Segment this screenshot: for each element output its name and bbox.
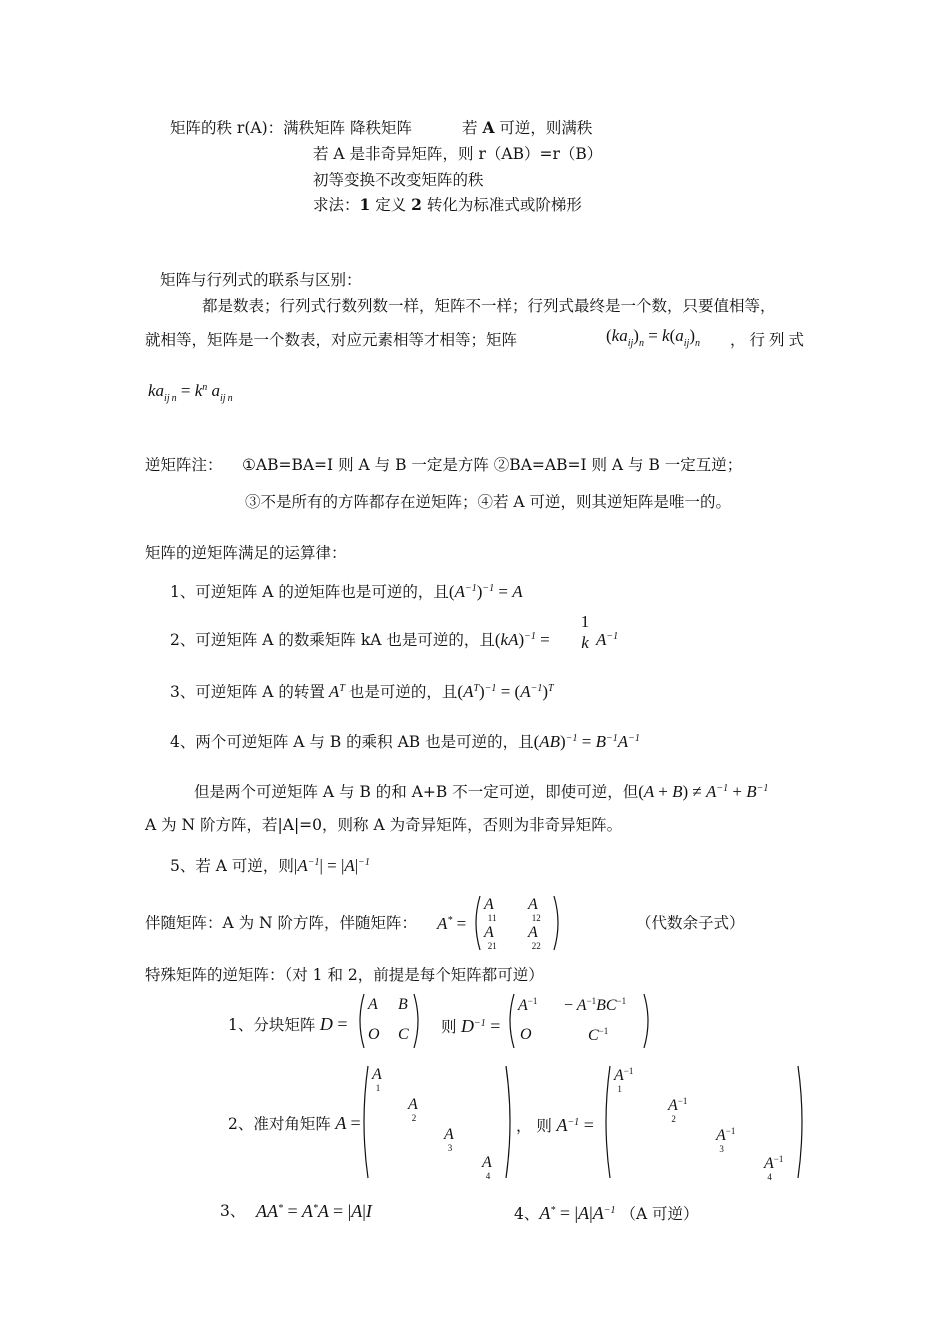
relation-para-1: 都是数表；行列式行数列数一样，矩阵不一样；行列式最终是一个数，只要值相等， <box>202 297 776 315</box>
special-title: 特殊矩阵的逆矩阵：（对 1 和 2，前提是每个矩阵都可逆） <box>145 966 544 984</box>
special-1-then: 则 $D^{-1}$ = <box>441 1016 501 1036</box>
rank-line-1 <box>170 118 412 138</box>
block-matrix-d: A B O C <box>356 992 422 1050</box>
rank-line-3: 初等变换不改变矩阵的秩 <box>313 171 484 189</box>
relation-para-2: 就相等，矩阵是一个数表，对应元素相等才相等；矩阵 <box>145 331 518 349</box>
relation-title: 矩阵与行列式的联系与区别： <box>160 271 362 289</box>
law-sum-note: 但是两个可逆矩阵 A 与 B 的和 A+B 不一定可逆，即使可逆，但$(A + B) \ne A^{-1} + B^{-1}$ <box>194 782 769 801</box>
a11: $A_{11}$ <box>484 896 497 923</box>
special-1-label: 1、分块矩阵 D = <box>228 1014 348 1034</box>
block-matrix-d-inverse: $A^{-1}$ − $A^{-1}BC^{-1}$ O $C^{-1}$ <box>506 992 652 1050</box>
matrix-brackets <box>356 992 422 1050</box>
inverse-notes-label: 逆矩阵注： <box>145 456 223 474</box>
adjoint-lhs: A* = <box>437 914 467 933</box>
laws-title: 矩阵的逆矩阵满足的运算律： <box>145 544 347 562</box>
a22: $A_{22}$ <box>528 924 541 951</box>
formula-det-scalar: $ka_{ij}$ $_n = k^n$ $a_{ij}$ $_n$ <box>148 381 233 404</box>
a12: $A_{12}$ <box>528 896 541 923</box>
law-1: 1、可逆矩阵 A 的逆矩阵也是可逆的，且$(A^{-1})^{-1} = A$ <box>170 582 523 601</box>
law-5: 5、若 A 可逆，则$|A^{-1}| = |A|^{-1}$ <box>170 856 370 875</box>
singular-def: A 为 N 阶方阵，若|A|=0，则称 A 为奇异矩阵，否则为非奇异矩阵。 <box>145 816 623 834</box>
inverse-note-2: ③不是所有的方阵都存在逆矩阵；④若 A 可逆，则其逆矩阵是唯一的。 <box>245 493 732 511</box>
law-4: 4、两个可逆矩阵 A 与 B 的乘积 AB 也是可逆的，且$(AB)^{-1} = B^{-1}A^{-1}$ <box>170 732 640 751</box>
formula-matrix-scalar: $(ka_{ij})_n = k(a_{ij})_n$ <box>606 326 700 349</box>
adjoint-note: （代数余子式） <box>636 914 745 932</box>
special-3: 3、 <box>220 1202 246 1220</box>
law-2: 2、可逆矩阵 A 的数乘矩阵 kA 也是可逆的，且(kA)$^{-1}$ = <box>170 630 550 649</box>
special-2-then: ， 则 $A^{-1}$ = <box>516 1115 594 1135</box>
fraction-one-over-k: 1 k <box>580 612 590 652</box>
adjoint-matrix <box>472 894 562 952</box>
a21: $A_{21}$ <box>484 924 497 951</box>
inverse-note-1: ①AB=BA=I 则 A 与 B 一定是方阵 ②BA=AB=I 则 A 与 B 一定互逆； <box>242 456 743 474</box>
relation-para-2-tail: ，行列式 <box>730 331 809 349</box>
block-diagonal-matrix: $A_1$ $A_2$ $A_3$ $A_4$ <box>360 1064 514 1180</box>
special-3-formula: AA* = A*A = |A|I <box>256 1201 372 1221</box>
adjoint-label: 伴随矩阵：A 为 N 阶方阵，伴随矩阵： <box>145 914 418 932</box>
rank-line-1b: 若 A 可逆，则满秩 <box>462 118 593 137</box>
law-2-tail: $A^{-1}$ <box>596 630 619 649</box>
special-4: 4、$A^* = |A|A^{-1}$ （A 可逆） <box>514 1203 699 1223</box>
special-2-label: 2、准对角矩阵 A = <box>228 1113 361 1133</box>
rank-line-4: 求法：1 定义 2 转化为标准式或阶梯形 <box>313 195 582 214</box>
law-3: 3、可逆矩阵 A 的转置 $A^T$ 也是可逆的，且$(A^T)^{-1} = (A^{-1})^T$ <box>170 682 554 701</box>
rank-title: 矩阵的秩 r(A)：满秩矩阵 降秩矩阵 <box>170 119 413 137</box>
rank-line-2: 若 A 是非奇异矩阵，则 r（AB）=r（B） <box>313 145 603 163</box>
block-diagonal-inverse: $A^{-1}_1$ $A^{-1}_2$ $A^{-1}_3$ $A^{-1}_4$ <box>602 1064 806 1180</box>
